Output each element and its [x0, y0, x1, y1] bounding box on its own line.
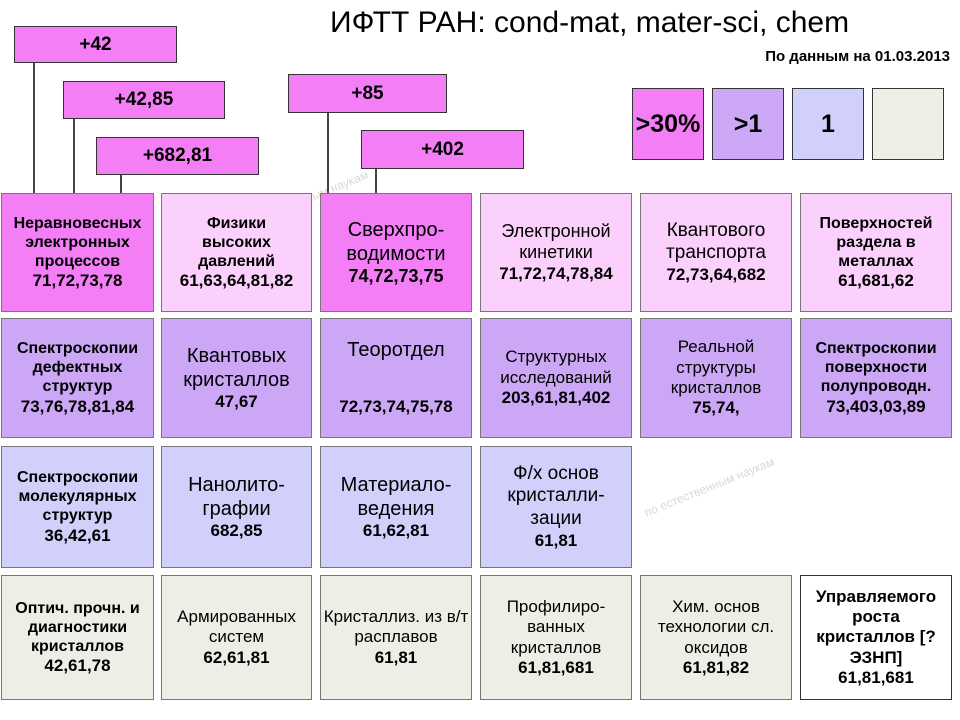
- lab-name: Оптич. прочн. и диагностики кристаллов: [15, 599, 140, 655]
- lab-semiconductor-surface-spectroscopy: [800, 318, 952, 438]
- lab-molecular-structure-spectroscopy: [1, 446, 154, 568]
- lab-name: Поверхностей раздела в металлах: [819, 214, 933, 270]
- connector-line: [375, 168, 377, 193]
- lab-profiled-crystals: [480, 575, 632, 700]
- lab-numbers: 74,72,73,75: [348, 265, 444, 286]
- lab-name: Профилиро-ванных кристаллов: [506, 596, 606, 657]
- lab-superconductivity: [320, 193, 472, 312]
- lab-name: Электронной кинетики: [501, 220, 611, 263]
- lab-name: Спектроскопии дефектных структур: [16, 340, 139, 396]
- lab-numbers: 72,73,74,75,78: [339, 397, 453, 417]
- watermark: наукам: [328, 167, 371, 196]
- lab-numbers: 42,61,78: [44, 656, 111, 676]
- lab-numbers: 61,81,681: [518, 657, 594, 677]
- lab-complex-oxides-chemistry: [640, 575, 792, 700]
- page-title: ИФТТ РАН: cond-mat, mater-sci, chem: [330, 6, 850, 39]
- lab-name: Неравновесных электронных процессов: [13, 214, 142, 270]
- tag-plus-42-85: +42,85: [63, 81, 225, 119]
- lab-numbers: 61,681,62: [838, 271, 914, 291]
- lab-numbers: 71,72,73,78: [32, 271, 123, 291]
- lab-name: Управляемого роста кристаллов [? ЭЗНП]: [815, 586, 937, 667]
- lab-name: Ф/х основ кристалли-зации: [507, 462, 605, 530]
- watermark: по естественным наукам: [642, 454, 777, 520]
- lab-numbers: 61,81,681: [838, 668, 914, 688]
- lab-name: Нанолито-графии: [188, 473, 285, 520]
- lab-nanolithography: [161, 446, 312, 568]
- lab-structural-research: [480, 318, 632, 438]
- connector-line: [120, 174, 122, 193]
- lab-numbers: 62,61,81: [203, 647, 270, 667]
- lab-numbers: 61,81: [534, 531, 578, 550]
- lab-reinforced-systems: [161, 575, 312, 700]
- lab-name: Хим. основ технологии сл. оксидов: [657, 596, 775, 657]
- lab-name: Сверхпро-водимости: [346, 218, 446, 265]
- lab-name: Квантовых кристаллов: [183, 344, 290, 391]
- lab-quantum-transport: [640, 193, 792, 312]
- lab-controlled-crystal-growth: [800, 575, 952, 700]
- lab-materials-science: [320, 446, 472, 568]
- lab-numbers: 682,85: [210, 520, 263, 540]
- lab-name: Квантового транспорта: [666, 219, 766, 264]
- lab-numbers: 73,403,03,89: [826, 396, 926, 416]
- legend-1: 1: [792, 88, 864, 160]
- legend-empty: [872, 88, 944, 160]
- lab-numbers: 72,73,64,682: [666, 265, 766, 285]
- lab-numbers: 61,81,82: [682, 657, 750, 677]
- tag-plus-682-81: +682,81: [96, 137, 259, 175]
- lab-name: Реальной структуры кристаллов: [670, 337, 762, 397]
- page-subtitle: По данным на 01.03.2013: [765, 48, 950, 65]
- tag-plus-85: +85: [288, 74, 447, 113]
- lab-high-pressure-physics: [161, 193, 312, 312]
- lab-name: Материало-ведения: [340, 473, 452, 520]
- lab-quantum-crystals: [161, 318, 312, 438]
- lab-numbers: 36,42,61: [44, 525, 111, 545]
- lab-optical-strength-diagnostics: [1, 575, 154, 700]
- legend-over-30-percent: >30%: [632, 88, 704, 160]
- lab-name: Теоротдел: [347, 339, 445, 362]
- connector-line: [33, 62, 35, 193]
- lab-numbers: 203,61,81,402: [501, 388, 611, 408]
- lab-defect-structure-spectroscopy: [1, 318, 154, 438]
- lab-name: Спектроскопии молекулярных структур: [16, 469, 139, 525]
- tag-plus-402: +402: [361, 130, 524, 169]
- lab-nonequilibrium-electronic-processes: [1, 193, 154, 312]
- legend-over-1: >1: [712, 88, 784, 160]
- lab-name: Спектроскопии поверхности полупроводн.: [815, 340, 937, 396]
- lab-numbers: 75,74,: [692, 398, 740, 418]
- lab-name: Физики высоких давлений: [198, 214, 275, 270]
- lab-name: Армированных систем: [177, 606, 296, 647]
- lab-crystallization-physchem: [480, 446, 632, 568]
- connector-line: [73, 118, 75, 193]
- lab-high-temp-melt-crystallization: [320, 575, 472, 700]
- connector-line: [327, 112, 329, 193]
- lab-numbers: 71,72,74,78,84: [499, 263, 613, 283]
- lab-theory-department: [320, 318, 472, 438]
- lab-metal-interfaces: [800, 193, 952, 312]
- lab-name: Структурных исследований: [500, 347, 612, 387]
- lab-name: Кристаллиз. из в/т расплавов: [323, 606, 469, 647]
- lab-real-crystal-structure: [640, 318, 792, 438]
- lab-numbers: 61,81: [374, 647, 418, 667]
- tag-plus-42: +42: [14, 26, 177, 63]
- lab-numbers: 73,76,78,81,84: [20, 396, 135, 416]
- lab-numbers: 47,67: [215, 391, 258, 411]
- lab-electronic-kinetics: [480, 193, 632, 312]
- lab-numbers: 61,62,81: [362, 520, 430, 540]
- lab-numbers: 61,63,64,81,82: [179, 271, 294, 291]
